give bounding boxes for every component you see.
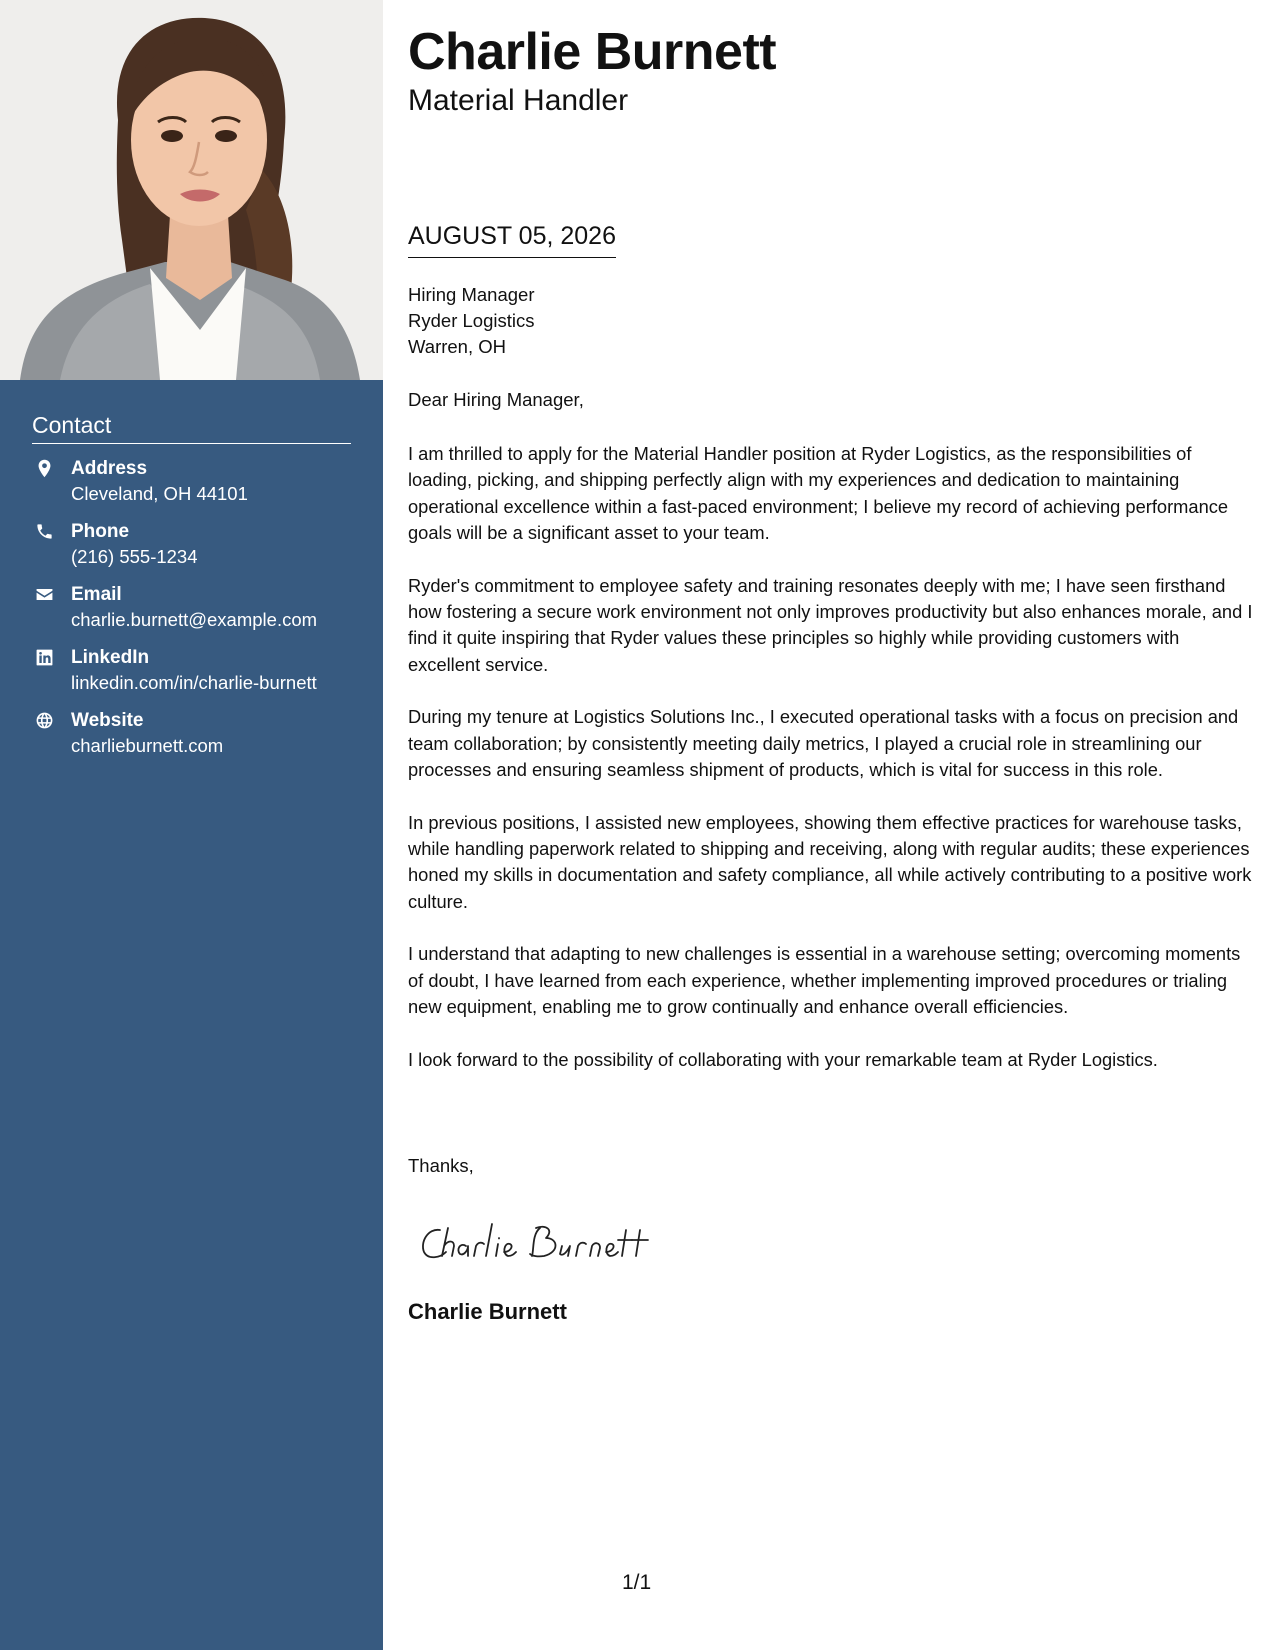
linkedin-value[interactable]: linkedin.com/in/charlie-burnett bbox=[71, 672, 317, 693]
body-paragraph: In previous positions, I assisted new employees, showing them effective practices for warehouse tasks, while handling paperwork related to shipping and receiving, along with regular audits; these experiences honed my skills in documentation and safety compliance, all while actively contributing to a positive work culture. bbox=[408, 811, 1252, 912]
contact-label: LinkedIn bbox=[71, 647, 150, 668]
globe-icon bbox=[34, 710, 54, 730]
contact-label: Address bbox=[71, 458, 148, 479]
signer-name: Charlie Burnett bbox=[408, 1299, 567, 1324]
body-paragraph: I understand that adapting to new challenges is essential in a warehouse setting; overcoming moments of doubt, I have learned from each experience, whether implementing improved procedures or trialing new equipment, enabling me to grow continually and enhance overall efficiencies. bbox=[408, 943, 1241, 1018]
salutation: Dear Hiring Manager, bbox=[408, 389, 584, 410]
contact-label: Phone bbox=[71, 521, 130, 542]
contact-item-phone bbox=[32, 519, 351, 582]
recipient-title: Hiring Manager bbox=[408, 284, 535, 305]
body-paragraph: During my tenure at Logistics Solutions Inc., I executed operational tasks with a focus on precision and team collaboration; by consistently meeting daily metrics, I played a crucial role in streamlining our processes and ensuring seamless shipment of products, which is vital for success in this role. bbox=[408, 706, 1239, 780]
recipient-location: Warren, OH bbox=[408, 336, 506, 357]
letter-date: AUGUST 05, 2026 bbox=[408, 222, 616, 258]
closing: Thanks, bbox=[408, 1155, 474, 1176]
applicant-name: Charlie Burnett bbox=[408, 23, 777, 81]
contact-label: Website bbox=[71, 710, 144, 731]
email-value[interactable]: charlie.burnett@example.com bbox=[71, 609, 318, 630]
recipient-block bbox=[408, 282, 534, 360]
contact-item-email bbox=[32, 582, 351, 645]
envelope-icon bbox=[34, 584, 54, 604]
contact-item-website bbox=[32, 708, 351, 771]
phone-value[interactable]: (216) 555-1234 bbox=[71, 546, 198, 567]
body-paragraph: I am thrilled to apply for the Material Handler position at Ryder Logistics, as the responsibilities of loading, picking, and shipping perfectly align with my experiences and dedication to maintaining operational excellence within a fast-paced environment; I believe my record of achieving performance goals will be a significant asset to your team. bbox=[408, 443, 1229, 543]
letter-date-wrap bbox=[408, 222, 616, 258]
recipient-company: Ryder Logistics bbox=[408, 310, 535, 331]
letter-body bbox=[408, 441, 1253, 1100]
profile-photo bbox=[0, 0, 383, 380]
body-paragraph: Ryder's commitment to employee safety and training resonates deeply with me; I have seen firsthand how fostering a secure work environment not only improves productivity but also enhances morale, and I find it quite inspiring that Ryder values these principles so highly while providing customers with excellent service. bbox=[408, 574, 1253, 675]
contact-heading: Contact bbox=[32, 412, 351, 444]
body-paragraph: I look forward to the possibility of collaborating with your remarkable team at Ryder Logistics. bbox=[408, 1048, 1158, 1070]
sidebar bbox=[0, 0, 383, 1650]
phone-icon bbox=[34, 521, 54, 541]
applicant-role: Material Handler bbox=[408, 84, 629, 117]
contact-item-address bbox=[32, 456, 351, 519]
website-value[interactable]: charlieburnett.com bbox=[71, 735, 224, 756]
linkedin-icon bbox=[34, 647, 54, 667]
contact-label: Email bbox=[71, 584, 122, 605]
contact-item-linkedin bbox=[32, 645, 351, 708]
page-number: 1/1 bbox=[622, 1571, 652, 1594]
contact-section bbox=[32, 412, 351, 771]
location-pin-icon bbox=[34, 458, 54, 478]
contact-list bbox=[32, 456, 351, 771]
address-value: Cleveland, OH 44101 bbox=[71, 483, 248, 504]
handwritten-signature bbox=[414, 1210, 674, 1270]
